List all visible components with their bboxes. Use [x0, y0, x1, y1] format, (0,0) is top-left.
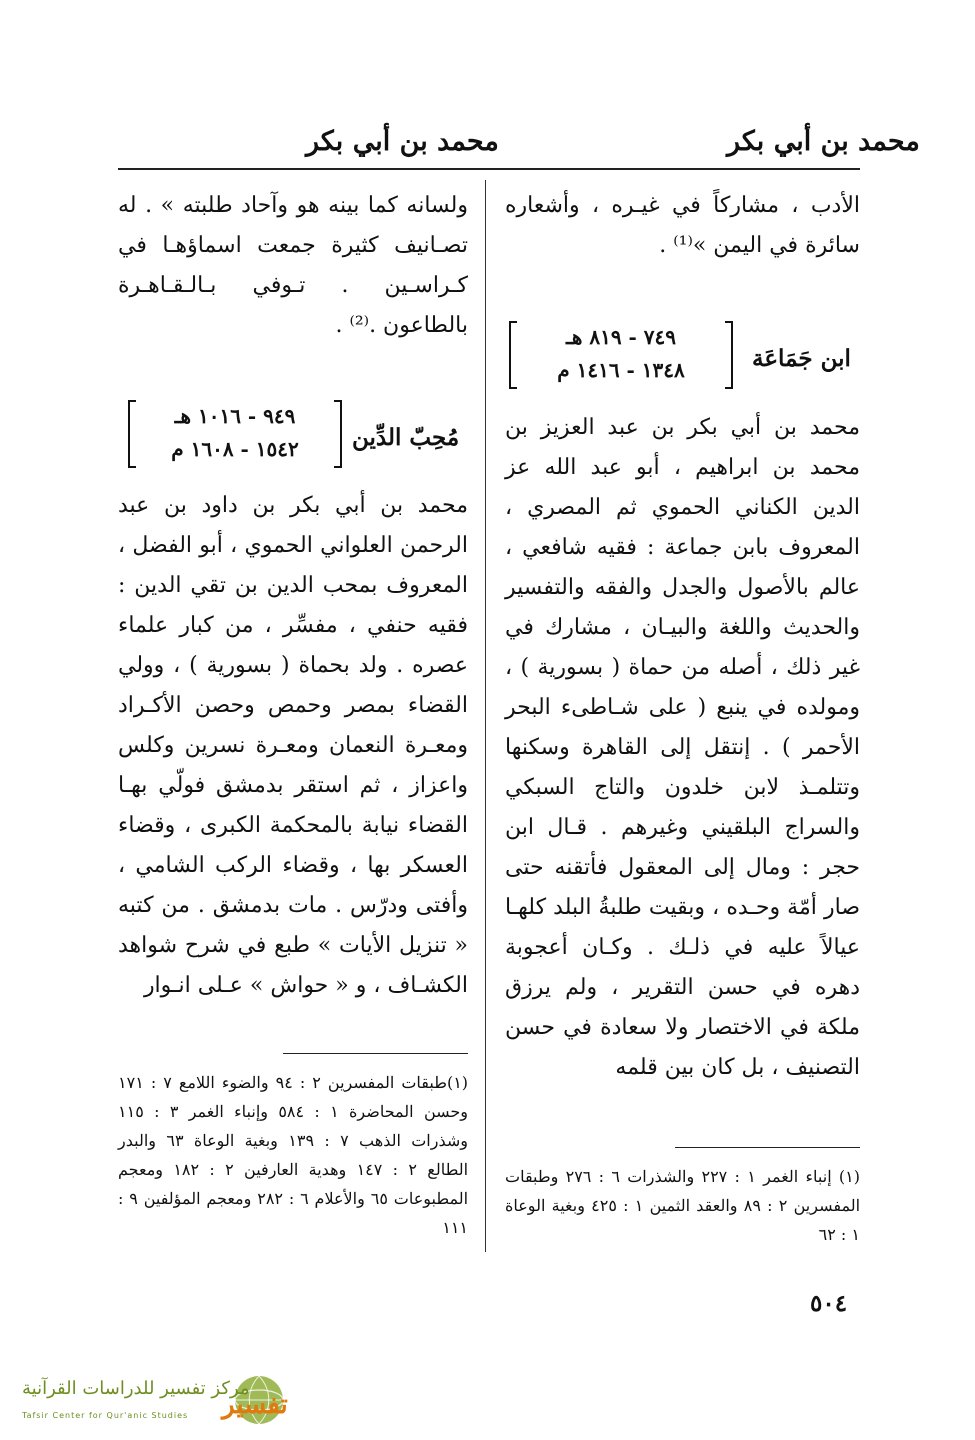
hijri-dates: ٩٤٩ - ١٠١٦ هـ — [174, 404, 296, 428]
page-number: ٥٠٤ — [810, 1290, 848, 1317]
entry-body: محمد بن أبي بكر بن داود بن عبد الرحمن العلواني الحموي ، أبو الفضل ، المعروف بمحب الدين بن تقي الدين : فقيه حنفي ، مفسِّر ، من كبار علماء عصره . ولد بحماة ( بسورية ) ، وولي القضاء بمصر وحمص وحصن الأكـراد ومعـرة النعمان ومعـرة نسرين وكلس واعزاز ، ثم استقر بدمشق فولّي بهـا القضاء نيابة بالمحكمة الكبرى ، وقضاء العسكر بها ، وقضاء الركب الشامي ، وأفتى ودرّس . مات بدمشق . من كتبه « تنزيل الأيات » طبع في شرح شواهد الكشـاف ، و « حواش » عـلى انـوار — [118, 493, 468, 998]
entry-name: مُحِبّ الدِّين — [352, 424, 460, 451]
footnote-rule — [283, 1053, 468, 1054]
continuation-text: الأدب ، مشاركاً في غيـره ، وأشعاره سائرة في اليمن »⁽¹⁾ . — [505, 193, 860, 258]
right-column-body — [505, 408, 860, 1088]
logo-arabic-text: مركز تفسير للدراسات القرآنية — [22, 1378, 250, 1399]
header-rule — [118, 168, 860, 170]
gregorian-dates: ١٥٤٢ - ١٦٠٨ م — [171, 437, 299, 461]
footnote: (١)طبقات المفسرين ٢ : ٩٤ والضوء اللامع ٧ : ١٧١ وحسن المحاضرة ١ : ٥٨٤ وإنباء الغمر ٣ : ١١٥ وشذرات الذهب ٧ : ١٣٩ وبغية الوعاة ٦٣ والبدر الطالع ٢ : ١٤٧ وهدية العارفين ٢ : ١٨٢ ومعجم المطبوعات ٦٥ والأعلام ٦ : ٢٨٢ ومعجم المؤلفين ٩ : ١١١ — [118, 1073, 469, 1237]
gregorian-dates: ١٣٤٨ - ١٤١٦ م — [557, 358, 685, 382]
left-column-continuation — [118, 186, 468, 346]
continuation-text: ولسانه كما بينه هو وآحاد طلبته » . له تصـانيف كثيرة جمعت اسماؤهـا في كـراسـين . تـوفي بـالـقـاهـرة بالطاعون .⁽²⁾ . — [118, 193, 468, 338]
hijri-dates: ٧٤٩ - ٨١٩ هـ — [565, 325, 677, 349]
left-column-body — [118, 486, 468, 1006]
date-bracket — [128, 400, 342, 468]
entry-body: محمد بن أبي بكر بن عبد العزيز بن محمد بن ابراهيم ، أبو عبد الله عز الدين الكناني الحموي ثم المصري ، المعروف بابن جماعة : فقيه شافعي ، عالم بالأصول والجدل والفقه والتفسير والحديث واللغة والبيـان ، مشارك في غير ذلك ، أصله من حماة ( بسورية ) ، ومولده في ينبع ( على شـاطىء البحر الأحمر ) . إنتقل إلى القاهرة وسكنها وتتلمـذ لابن خلدون والتاج السبكي والسراج البلقيني وغيرهم . قـال ابن حجر : ومال إلى المعقول فأتقنه حتى صار أمّة وحـده ، وبقيت طلبةُ البلد كلهـا عيالاً عليه في ذلـك . وكـان أعجوبة دهره في حسن التقرير ، ولم يرزق ملكة في الاختصار ولا سعادة في حسن التصنيف ، بل كان بين قلمه — [505, 415, 860, 1080]
footnote: (١) إنباء الغمر ١ : ٢٢٧ والشذرات ٦ : ٢٧٦ وطبقات المفسرين ٢ : ٨٩ والعقد الثمين ١ : ٤٢٥ وبغية الوعاة ١ : ٦٢ — [505, 1167, 861, 1244]
footnote-rule — [675, 1147, 860, 1148]
date-bracket — [509, 321, 733, 389]
right-column-continuation — [505, 186, 860, 266]
column-divider — [485, 180, 486, 1252]
logo-english-text: Tafsir Center for Qur'anic Studies — [22, 1411, 189, 1420]
running-head-right: محمد بن أبي بكر — [727, 126, 920, 157]
entry-name: ابن جَمَاعَة — [752, 345, 851, 372]
running-head-left: محمد بن أبي بكر — [306, 126, 499, 157]
logo-word: تفسير — [222, 1390, 288, 1420]
